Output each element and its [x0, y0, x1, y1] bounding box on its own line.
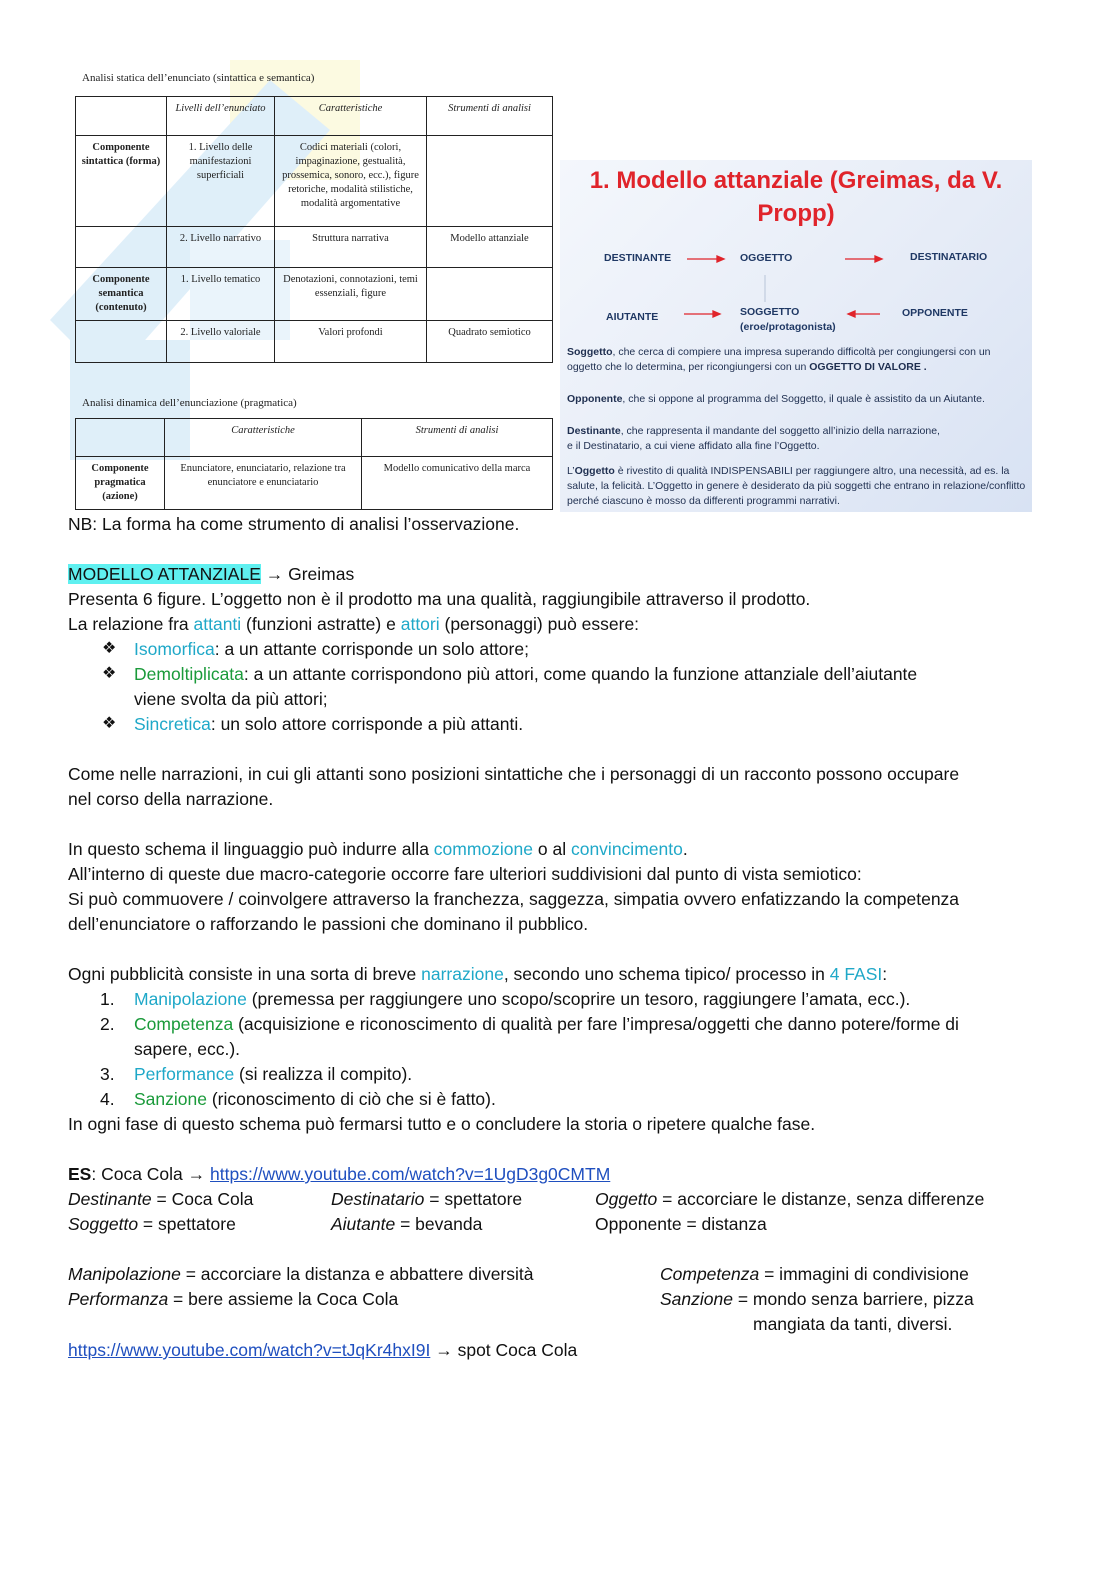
table-cell: Modello attanziale	[427, 227, 553, 268]
example-destinatario: Destinatario = spettatore	[331, 1189, 523, 1209]
table-row	[76, 321, 553, 363]
table-cell: Enunciatore, enunciatario, relazione tra enunciatore e enunciatario	[165, 457, 362, 510]
paragraph-line: La relazione fra attanti (funzioni astratte) e attori (personaggi) può essere:	[68, 614, 640, 634]
arrow-icon: →	[435, 1340, 453, 1360]
table-header-row	[76, 419, 553, 457]
paragraph-line: In questo schema il linguaggio può indurre alla commozione o al convincimento.	[68, 839, 688, 859]
table-cell: Modello comunicativo della marca	[362, 457, 553, 510]
slide-title: 1. Modello attanziale (Greimas, da V. Propp)	[589, 167, 1003, 227]
diamond-bullet-icon: ❖	[102, 715, 117, 732]
table-header: Strumenti di analisi	[427, 97, 553, 136]
list-number: 2.	[100, 1014, 115, 1034]
nb-note: NB: La forma ha come strumento di analisi l’osservazione.	[68, 514, 520, 534]
table-row	[76, 136, 553, 227]
slide-paragraph-soggetto: Soggetto, che cerca di compiere una impresa superando difficoltà per congiungersi con un oggetto che lo determina, per ricongiungersi con un OGGETTO DI VALORE .	[567, 346, 991, 373]
table-header: Caratteristiche	[165, 419, 362, 457]
youtube-link[interactable]: https://www.youtube.com/watch?v=tJqKr4hxI9I	[68, 1340, 431, 1360]
label-opponente: OPPONENTE	[902, 307, 968, 319]
example-soggetto: Soggetto = spettatore	[68, 1214, 236, 1234]
label-destinatario: DESTINATARIO	[910, 251, 988, 263]
term-soggetto: Soggetto	[567, 346, 613, 358]
slide-paragraph-destinante: Destinante, che rappresenta il mandante del soggetto all’inizio della narrazione, e il Destinatario, a cui viene affidato alla fine l’Oggetto.	[567, 425, 940, 452]
example-sanzione-cont: mangiata da tanti, diversi.	[753, 1314, 953, 1334]
table-cell: Componente pragmatica (azione)	[76, 457, 165, 510]
paragraph-line: nel corso della narrazione.	[68, 789, 274, 809]
slide-paragraph-oggetto: L’Oggetto è rivestito di qualità INDISPENSABILI per raggiungere altro, una necessità, ad es. la salute, la felicità. L’Oggetto in genere è desiderato da più soggetti che entrano in relazione/conflitto perché ciascuno è mosso da differenti programmi narrativi.	[567, 465, 1026, 507]
label-aiutante: AIUTANTE	[606, 311, 659, 323]
example-performanza: Performanza = bere assieme la Coca Cola	[68, 1289, 399, 1309]
actantial-model-slide	[560, 160, 1032, 512]
paragraph-line: dell’enunciatore o rafforzando le passioni che dominano il pubblico.	[68, 914, 589, 934]
list-item: Competenza (acquisizione e riconoscimento di qualità per fare l’impresa/oggetti che danno potere/forme di	[134, 1014, 959, 1034]
table-cell: Denotazioni, connotazioni, temi essenziali, figure	[275, 268, 427, 321]
table-header: Strumenti di analisi	[362, 419, 553, 457]
label-oggetto: OGGETTO	[740, 252, 793, 264]
example-destinante: Destinante = Coca Cola	[68, 1189, 254, 1209]
table-cell	[427, 268, 553, 321]
table-cell: 1. Livello tematico	[167, 268, 275, 321]
list-item: Sincretica: un solo attore corrisponde a più attanti.	[134, 714, 524, 734]
example-opponente: Opponente = distanza	[595, 1214, 767, 1234]
table-cell: 2. Livello narrativo	[167, 227, 275, 268]
example-line: ES: Coca Cola → https://www.youtube.com/watch?v=1UgD3g0CMTM	[68, 1164, 611, 1184]
list-item-continuation: sapere, ecc.).	[134, 1039, 241, 1059]
example-sanzione: Sanzione = mondo senza barriere, pizza	[660, 1289, 974, 1309]
table-cell: 2. Livello valoriale	[167, 321, 275, 363]
list-item-continuation: viene svolta da più attori;	[134, 689, 328, 709]
label-destinante: DESTINANTE	[604, 252, 672, 264]
table-cell: Componente semantica (contenuto)	[76, 268, 167, 321]
diamond-bullet-icon: ❖	[102, 665, 117, 682]
youtube-link[interactable]: https://www.youtube.com/watch?v=1UgD3g0CMTM	[210, 1164, 611, 1184]
table-cell: Struttura narrativa	[275, 227, 427, 268]
dynamic-analysis-caption: Analisi dinamica dell’enunciazione (pragmatica)	[82, 397, 297, 409]
table-cell	[76, 227, 167, 268]
slide-paragraph-opponente: Opponente, che si oppone al programma del Soggetto, il quale è assistito da un Aiutante.	[567, 393, 985, 405]
table-header: Caratteristiche	[275, 97, 427, 136]
paragraph-line: Ogni pubblicità consiste in una sorta di breve narrazione, secondo uno schema tipico/ processo in 4 FASI:	[68, 964, 888, 984]
static-analysis-table	[75, 96, 553, 363]
table-cell	[427, 136, 553, 227]
table-cell	[76, 321, 167, 363]
static-analysis-caption: Analisi statica dell’enunciato (sintattica e semantica)	[82, 72, 315, 84]
label-soggetto-sub: (eroe/protagonista)	[740, 321, 836, 333]
example-aiutante: Aiutante = bevanda	[331, 1214, 483, 1234]
table-row	[76, 457, 553, 510]
list-item: Sanzione (riconoscimento di ciò che si è fatto).	[134, 1089, 496, 1109]
diamond-bullet-icon: ❖	[102, 640, 117, 657]
example-competenza: Competenza = immagini di condivisione	[660, 1264, 969, 1284]
example-oggetto: Oggetto = accorciare le distanze, senza differenze	[595, 1189, 985, 1209]
table-cell: Codici materiali (colori, impaginazione, gestualità, prossemica, sonoro, ecc.), figure retoriche, modalità stilistiche, modalità argomentative	[275, 136, 427, 227]
table-row	[76, 227, 553, 268]
arrow-icon: →	[265, 564, 284, 584]
list-item: Manipolazione (premessa per raggiungere uno scopo/scoprire un tesoro, raggiungere l’amata, ecc.).	[134, 989, 911, 1009]
list-item: Performance (si realizza il compito).	[134, 1064, 413, 1084]
table-cell: Componente sintattica (forma)	[76, 136, 167, 227]
paragraph-line: Come nelle narrazioni, in cui gli attanti sono posizioni sintattiche che i personaggi di un racconto possono occupare	[68, 764, 960, 784]
list-number: 3.	[100, 1064, 115, 1084]
table-row	[76, 268, 553, 321]
paragraph-line: In ogni fase di questo schema può fermarsi tutto e o concludere la storia o ripetere qualche fase.	[68, 1114, 816, 1134]
spot-line: https://www.youtube.com/watch?v=tJqKr4hxI9I → spot Coca Cola	[68, 1340, 578, 1360]
arrow-icon: →	[187, 1164, 206, 1184]
table-cell: 1. Livello delle manifestazioni superficiali	[167, 136, 275, 227]
list-number: 4.	[100, 1089, 115, 1109]
section-heading: MODELLO ATTANZIALE → Greimas	[68, 564, 355, 584]
example-manipolazione: Manipolazione = accorciare la distanza e abbattere diversità	[68, 1264, 534, 1284]
table-header: Livelli dell’enunciato	[167, 97, 275, 136]
label-soggetto: SOGGETTO	[740, 306, 800, 318]
table-cell: Quadrato semiotico	[427, 321, 553, 363]
heading-highlight: MODELLO ATTANZIALE	[68, 564, 261, 584]
list-number: 1.	[100, 989, 115, 1009]
arrow-lines	[560, 160, 1032, 350]
paragraph-line: Si può commuovere / coinvolgere attraverso la franchezza, saggezza, simpatia ovvero enfatizzando la competenza	[68, 889, 960, 909]
table-cell: Valori profondi	[275, 321, 427, 363]
dynamic-analysis-table	[75, 418, 553, 510]
list-item: Isomorfica: a un attante corrisponde un solo attore;	[134, 639, 529, 659]
paragraph-line: All’interno di queste due macro-categorie occorre fare ulteriori suddivisioni dal punto di vista semiotico:	[68, 864, 862, 884]
table-header-row	[76, 97, 553, 136]
list-item: Demoltiplicata: a un attante corrispondono più attori, come quando la funzione attanziale dell’aiutante	[134, 664, 918, 684]
paragraph-line: Presenta 6 figure. L’oggetto non è il prodotto ma una qualità, raggiungibile attraverso il prodotto.	[68, 589, 811, 609]
